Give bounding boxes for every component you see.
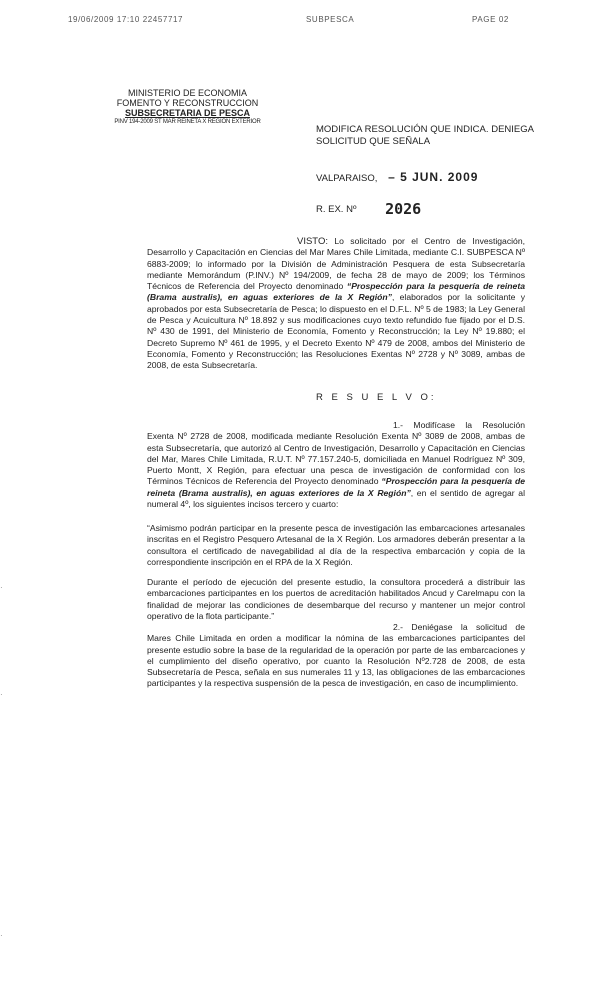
place-label: VALPARAISO, bbox=[316, 173, 378, 184]
quote-paragraph-2: Durante el período de ejecución del presente estudio, la consultora procederá a distribuir las embarcaciones participantes en los puertos de acreditación habilitados Ancud y Carelmapu con la finalidad de mejorar las condiciones de desembarque del recurso y mantener un mejor control operativo de la flota participante.” bbox=[147, 577, 525, 622]
scan-margin-mark: · bbox=[0, 690, 3, 699]
item-2-paragraph: 2.- Deniégase la solicitud de Mares Chile Limitada en orden a modificar la nómina de las embarcaciones participantes del presente estudio sobre la base de la regularidad de la operación por parte de las embarcaciones y el cumplimiento del diseño operativo, por cuanto la Resolución Nº2.728 de 2008, de esta Subsecretaría de Pesca, señala en sus numerales 11 y 13, las obligaciones de las embarcaciones participantes y la respectiva suspensión de la pesca de investigación, en caso de incumplimiento. bbox=[147, 622, 525, 689]
item-1 bbox=[147, 420, 525, 510]
document-subject: MODIFICA RESOLUCIÓN QUE INDICA. DENIEGA SOLICITUD QUE SEÑALA bbox=[316, 124, 534, 147]
place-date bbox=[316, 170, 478, 184]
fax-header-left: 19/06/2009 17:10 22457717 bbox=[68, 15, 184, 24]
resolution-number bbox=[316, 200, 421, 218]
visto-text-2: , elaborados por la solicitante y aprobados por esta Subsecretaría de Pesca; lo dispuesto en el D.F.L. Nº 5 de 1983; la Ley General de Pesca y Acuicultura Nº 18.892 y sus modificaciones cuyo texto refundido fue fijado por el D.S. Nº 430 de 1991, del Ministerio de Economía, Fomento y Reconstrucción; la Ley Nº 19.880; el Decreto Supremo Nº 461 de 1995, y el Decreto Exento Nº 479 de 2008, ambos del Ministerio de Economía, Fomento y Reconstrucción; las Resoluciones Exentas Nº 2728 y Nº 3089, ambas de 2008, de esta Subsecretaría. bbox=[147, 292, 525, 371]
resolution-number-value: 2026 bbox=[385, 200, 422, 218]
visto-text-1: Lo solicitado por el Centro de Investigación, Desarrollo y Capacitación en Ciencias del Mar Mares Chile Limitada, mediante C.I. SUBPESCA Nº 6883-2009; lo informado por la División de Administración Pesquera de esta Subsecretaría mediante Memorándum (P.INV.) Nº 194/2009, de fecha 28 de mayo de 2009; los Términos Técnicos de Referencia del Proyecto denominado bbox=[147, 236, 525, 292]
letterhead bbox=[100, 88, 275, 126]
quote-paragraph-1: “Asimismo podrán participar en la presente pesca de investigación las embarcaciones artesanales inscritas en el Registro Pesquero Artesanal de la X Región. Los armadores deberán presentar a la consultora el certificado de navegabilidad al día de la respectiva embarcación y copia de la correspondiente inscripción en el RPA de la X Región. bbox=[147, 523, 525, 567]
visto-paragraph bbox=[147, 236, 525, 372]
item-1-project-title: “Prospección para la pesquería de reineta (Brama australis), en aguas exteriores de la X Región” bbox=[147, 476, 525, 498]
scan-margin-mark: · bbox=[0, 583, 3, 592]
resolution-label: R. EX. Nº bbox=[316, 204, 357, 215]
scan-margin-mark: · bbox=[0, 931, 3, 940]
visto-section bbox=[147, 236, 525, 372]
fax-header-center: SUBPESCA bbox=[306, 15, 355, 24]
item-1-text-2: , en el sentido de agregar al numeral 4º, los siguientes incisos tercero y cuarto: bbox=[147, 487, 525, 510]
item-2 bbox=[147, 622, 525, 690]
item-1-paragraph bbox=[147, 420, 525, 510]
visto-project-title: “Prospección para la pesquería de reineta (Brama australis), en aguas exteriores de la X Región” bbox=[147, 281, 525, 303]
letterhead-department: FOMENTO Y RECONSTRUCCION bbox=[116, 98, 259, 108]
letterhead-subsecretaria: SUBSECRETARIA DE PESCA bbox=[124, 108, 250, 118]
item-1-text-1: 1.- Modifícase la Resolución Exenta Nº 2728 de 2008, modificada mediante Resolución Exenta Nº 3089 de 2008, ambas de esta Subsecretaría, que autorizó al Centro de Investigación, Desarrollo y Capacitación en Ciencias del Mar, Mares Chile Limitada, R.U.T. Nº 77.157.240-5, domiciliada en Manuel Rodríguez Nº 309, Puerto Montt, X Región, para efectuar una pesca de investigación de conformidad con los Términos Técnicos de Referencia del Proyecto denominado bbox=[147, 420, 525, 487]
quoted-insertion bbox=[147, 523, 525, 622]
resuelvo-heading: R E S U E L V O: bbox=[316, 392, 437, 403]
date-stamp: – 5 JUN. 2009 bbox=[388, 170, 479, 184]
letterhead-ministry: MINISTERIO DE ECONOMIA bbox=[127, 88, 247, 98]
visto-label: VISTO: bbox=[297, 236, 328, 247]
letterhead-reference: PINV 194-2009 ST MAR REINETA X REGION EXTERIOR bbox=[114, 119, 261, 125]
fax-header-right: PAGE 02 bbox=[472, 15, 509, 24]
